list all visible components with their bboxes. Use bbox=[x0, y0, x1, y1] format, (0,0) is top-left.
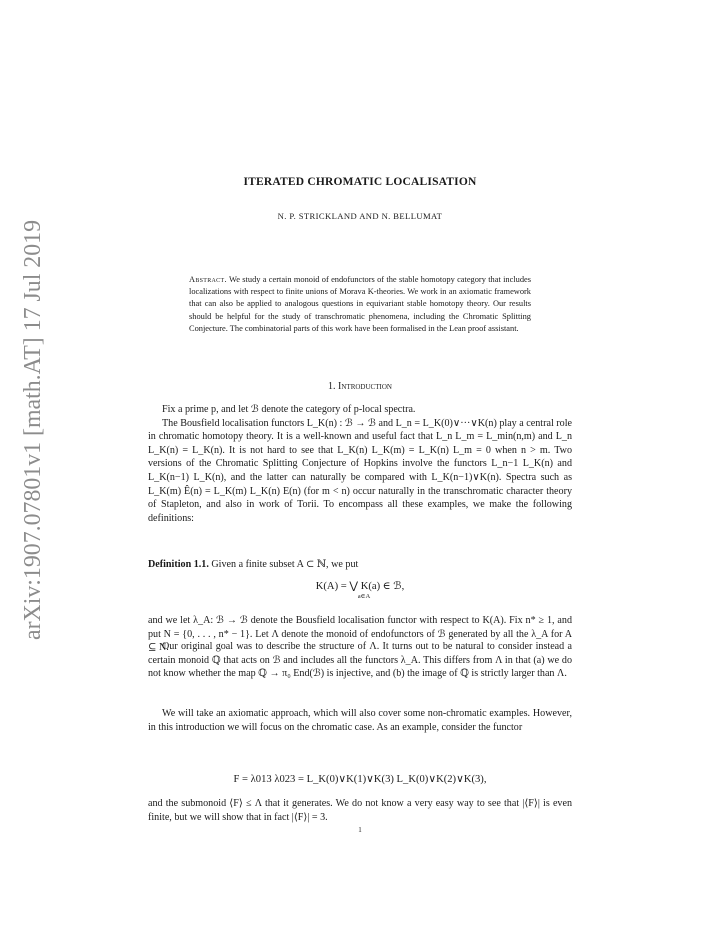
paper-authors: N. P. STRICKLAND AND N. BELLUMAT bbox=[277, 211, 443, 221]
definition-1-1 bbox=[148, 558, 572, 572]
intro-paragraphs bbox=[148, 403, 572, 525]
intro-paragraph-2: The Bousfield localisation functors L_K(n) : ℬ → ℬ and L_n = L_K(0)∨···∨K(n) play a central role in chromatic homotopy theory. It is a well-known and useful fact that L_n L_m = L_min(n,m) and L_n L_K(n) = L_K(n). It is not hard to see that L_K(n) L_K(m) = L_K(n) L_m = 0 when n > m. Two versions of the Chromatic Splitting Conjecture of Hopkins involve the functors L_n−1 L_K(n) and L_K(n−1) L_K(n), and the latter can naturally be compared with L_K(n−1)∨K(n). Spectra such as L_K(m) Ê(n) = L_K(m) L_K(n) E(n) (for m < n) occur naturally in the transchromatic character theory of Stapleton, and also in work of Torii. To encompass all these examples, we make the following definitions: bbox=[148, 417, 572, 524]
definition-heading: Definition 1.1. bbox=[148, 559, 209, 570]
equation-index: a∈A bbox=[357, 593, 371, 600]
section-number: 1. bbox=[328, 381, 336, 392]
equation-f: F = λ013 λ023 = L_K(0)∨K(1)∨K(3) L_K(0)∨K(2)∨K(3), bbox=[233, 774, 487, 785]
paper-title: ITERATED CHROMATIC LOCALISATION bbox=[243, 176, 477, 188]
page-number: 1 bbox=[358, 826, 362, 834]
axiomatic-section bbox=[148, 707, 572, 734]
goal-paragraph: Our original goal was to describe the structure of Λ. It turns out to be natural to consider instead a certain monoid ℚ that acts on ℬ and includes all the functors λ_A. This differs from Λ in that (a) we do not know whether the map ℚ → π₀ End(ℬ) is injective, and (b) the image of ℚ is strictly larger than Λ. bbox=[148, 641, 572, 680]
definition-text: Given a finite subset A ⊂ ℕ, we put bbox=[211, 559, 359, 570]
abstract-heading: Abstract. bbox=[189, 275, 227, 284]
intro-paragraph-1: Fix a prime p, and let ℬ denote the category of p-local spectra. bbox=[162, 404, 416, 415]
equation-k-of-a: K(A) = ⋁ K(a) ∈ ℬ, bbox=[315, 581, 405, 592]
goal-section bbox=[148, 640, 572, 681]
arxiv-identifier-text: arXiv:1907.07801v1 [math.AT] 17 Jul 2019 bbox=[20, 217, 46, 640]
closing-section bbox=[148, 797, 572, 824]
abstract bbox=[189, 274, 531, 335]
arxiv-identifier-stamp bbox=[10, 215, 50, 645]
after-definition-paragraph: and we let λ_A: ℬ → ℬ denote the Bousfield localisation functor with respect to K(A). Fix n* ≥ 1, and put N = {0, . . . , n* − 1}. Let Λ denote the monoid of endofunctors of ℬ generated by all the λ_A for A ⊆ N. bbox=[148, 615, 572, 654]
closing-paragraph: and the submonoid ⟨F⟩ ≤ Λ that it generates. We do not know a very easy way to see that |⟨F⟩| is even finite, but we will show that in fact |⟨F⟩| = 3. bbox=[148, 798, 572, 823]
display-equation-f bbox=[148, 773, 572, 785]
section-title: Introduction bbox=[338, 381, 392, 392]
abstract-text: We study a certain monoid of endofunctors of the stable homotopy category that includes localizations with respect to finite unions of Morava K-theories. We work in an axiomatic framework that can also be applied to analogous questions in equivariant stable homotopy theory. Our results should be helpful for the study of transchromatic phenomena, including the Chromatic Splitting Conjecture. The combinatorial parts of this work have been formalised in the Lean proof assistant. bbox=[189, 275, 531, 333]
axiomatic-paragraph: We will take an axiomatic approach, which will also cover some non-chromatic examples. However, in this introduction we will focus on the chromatic case. As an example, consider the functor bbox=[148, 708, 572, 733]
section-heading bbox=[148, 381, 572, 392]
display-equation-k-of-a bbox=[148, 580, 572, 600]
